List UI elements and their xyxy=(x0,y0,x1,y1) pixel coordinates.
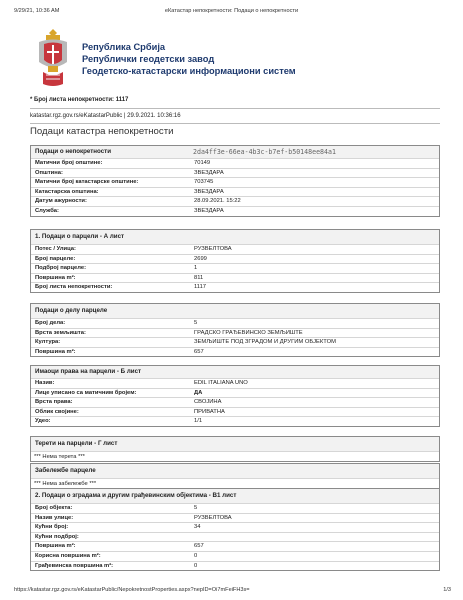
page-title: Подаци катастра непокретности xyxy=(30,126,174,137)
field-value: ЗВЕЗДАРА xyxy=(194,169,224,176)
field-value: ГРАДСКО ГРАЂЕВИНСКО ЗЕМЉИШТЕ xyxy=(194,329,303,336)
buildings-rows xyxy=(31,503,439,570)
brand-system: Геодетско-катастарски информациони систем xyxy=(82,66,296,76)
field-value: 0 xyxy=(194,562,198,569)
field-label: Матични број катастарске општине: xyxy=(35,179,139,186)
buildings-section xyxy=(30,488,440,571)
table-row xyxy=(31,168,439,178)
holders-title: Имаоци права на парцели - Б лист xyxy=(31,366,439,378)
parcel-part-title: Подаци о делу парцеле xyxy=(31,304,439,318)
burdens-note: *** Нема терета *** xyxy=(31,451,439,461)
property-header-label: Подаци о непокретности xyxy=(35,148,112,155)
field-label: Назив улице: xyxy=(35,514,74,521)
field-label: Облик својине: xyxy=(35,408,79,415)
field-label: Удео: xyxy=(35,418,51,425)
burdens-section xyxy=(30,436,440,462)
table-row xyxy=(31,503,439,513)
field-label: Површина m²: xyxy=(35,543,76,550)
field-value: 657 xyxy=(194,348,204,355)
table-row xyxy=(31,187,439,197)
field-label: Врста права: xyxy=(35,399,73,406)
field-label: Лице уписано са матичним бројем: xyxy=(35,389,137,396)
brand-header xyxy=(36,28,436,88)
remarks-title: Забележбе парцеле xyxy=(31,464,439,478)
brand-country: Република Србија xyxy=(82,42,166,52)
field-value: 5 xyxy=(194,320,198,326)
table-row xyxy=(31,196,439,206)
table-row xyxy=(31,416,439,426)
field-label: Датум ажурности: xyxy=(35,198,87,205)
field-value: ЗЕМЉИШТЕ ПОД ЗГРАДОМ И ДРУГИМ ОБЈЕКТОМ xyxy=(194,339,336,346)
field-value: 1117 xyxy=(194,284,207,291)
field-value: РУЗВЕЛТОВА xyxy=(194,246,232,252)
field-value: ЗВЕЗДАРА xyxy=(194,188,224,195)
field-label: Површина m²: xyxy=(35,348,76,355)
table-row xyxy=(31,244,439,254)
table-row xyxy=(31,513,439,523)
field-label: Подброј парцеле: xyxy=(35,265,87,272)
divider xyxy=(30,123,440,124)
table-row xyxy=(31,378,439,388)
field-label: Број дела: xyxy=(35,320,66,326)
table-row xyxy=(31,254,439,264)
holders-rows xyxy=(31,378,439,426)
parcel-section xyxy=(30,229,440,293)
table-row xyxy=(31,347,439,357)
parcel-part-rows xyxy=(31,318,439,356)
field-label: Број листа непокретности: xyxy=(35,284,113,291)
field-label: Матични број општине: xyxy=(35,160,103,166)
print-header xyxy=(0,8,463,18)
field-label: Назив: xyxy=(35,380,55,386)
field-label: Потес / Улица: xyxy=(35,246,76,252)
field-label: Врста земљишта: xyxy=(35,329,86,336)
parcel-title: 1. Подаци о парцели - А лист xyxy=(31,230,439,244)
table-row xyxy=(31,561,439,571)
property-id: 2da4ff3e-66ea-4b3c-b7ef-b50148ee84a1 xyxy=(193,148,336,156)
field-label: Површина m²: xyxy=(35,274,76,281)
field-value: 0 xyxy=(194,552,198,559)
field-value: СВОЈИНА xyxy=(194,399,222,406)
field-value: 2699 xyxy=(194,255,207,262)
field-label: Број објекта: xyxy=(35,505,73,511)
property-rows xyxy=(31,158,439,216)
brand-institute: Републички геодетски завод xyxy=(82,54,215,64)
table-row xyxy=(31,551,439,561)
field-value: 5 xyxy=(194,505,198,511)
field-label: Катастарска општина: xyxy=(35,188,99,195)
field-value: EDIL ITALIANA UNO xyxy=(194,380,248,386)
holders-section xyxy=(30,365,440,427)
field-label: Служба: xyxy=(35,207,59,214)
field-value: 657 xyxy=(194,543,204,550)
print-page-number: 1/3 xyxy=(443,587,451,593)
source-line: katastar.rgz.gov.rs/eKatastarPublic | 29.9.2021. 10:36:16 xyxy=(30,113,181,119)
remarks-note: *** Нема забележбе *** xyxy=(31,478,439,488)
table-row xyxy=(31,541,439,551)
property-header xyxy=(31,146,439,158)
sheet-number: * Број листа непокретности: 1117 xyxy=(30,97,129,103)
print-datetime: 9/29/21, 10:36 AM xyxy=(14,8,60,14)
remarks-section xyxy=(30,463,440,489)
field-value: 1 xyxy=(194,265,198,272)
field-value: 703745 xyxy=(194,179,214,186)
table-row xyxy=(31,263,439,273)
table-row xyxy=(31,206,439,216)
field-value: РУЗВЕЛТОВА xyxy=(194,514,232,521)
field-label: Корисна површина m²: xyxy=(35,552,101,559)
property-section xyxy=(30,145,440,217)
field-value xyxy=(192,533,194,542)
field-value: 34 xyxy=(194,524,201,531)
table-row xyxy=(31,273,439,283)
field-value: 811 xyxy=(194,274,204,281)
field-label: Кућни подброј: xyxy=(35,533,79,540)
parcel-part-section xyxy=(30,303,440,357)
field-label: Кућни број: xyxy=(35,524,69,531)
buildings-title: 2. Подаци о зградама и другим грађевинским објектима - В1 лист xyxy=(31,489,439,503)
table-row xyxy=(31,522,439,532)
table-row xyxy=(31,407,439,417)
field-value: ЗВЕЗДАРА xyxy=(194,207,224,214)
table-row xyxy=(31,388,439,398)
field-label: Општина: xyxy=(35,169,63,176)
print-window-title: еКатастар непокретности: Подаци о непокретности xyxy=(164,8,299,14)
table-row xyxy=(31,158,439,168)
print-footer xyxy=(0,587,463,597)
field-label: Број парцеле: xyxy=(35,255,76,262)
field-value: ПРИВАТНА xyxy=(194,408,225,415)
field-value: 1/1 xyxy=(194,418,203,425)
field-label: Култура: xyxy=(35,339,61,346)
table-row xyxy=(31,328,439,338)
divider xyxy=(30,108,440,109)
field-value: 28.09.2021. 15:22 xyxy=(194,198,241,205)
print-url: https://katastar.rgz.gov.rs/eKatastarPublic/NepokretnostProperties.aspx?nepID=Oi7mFeiFH3s= xyxy=(14,587,250,593)
field-value: 70149 xyxy=(194,160,211,166)
field-label: Грађевинска површина m²: xyxy=(35,562,114,569)
table-row xyxy=(31,532,439,542)
table-row xyxy=(31,397,439,407)
coat-of-arms-icon xyxy=(36,28,70,88)
field-value: ДА xyxy=(194,389,203,396)
table-row xyxy=(31,337,439,347)
burdens-title: Терети на парцели - Г лист xyxy=(31,437,439,451)
table-row xyxy=(31,318,439,328)
table-row xyxy=(31,282,439,292)
table-row xyxy=(31,177,439,187)
parcel-rows xyxy=(31,244,439,292)
